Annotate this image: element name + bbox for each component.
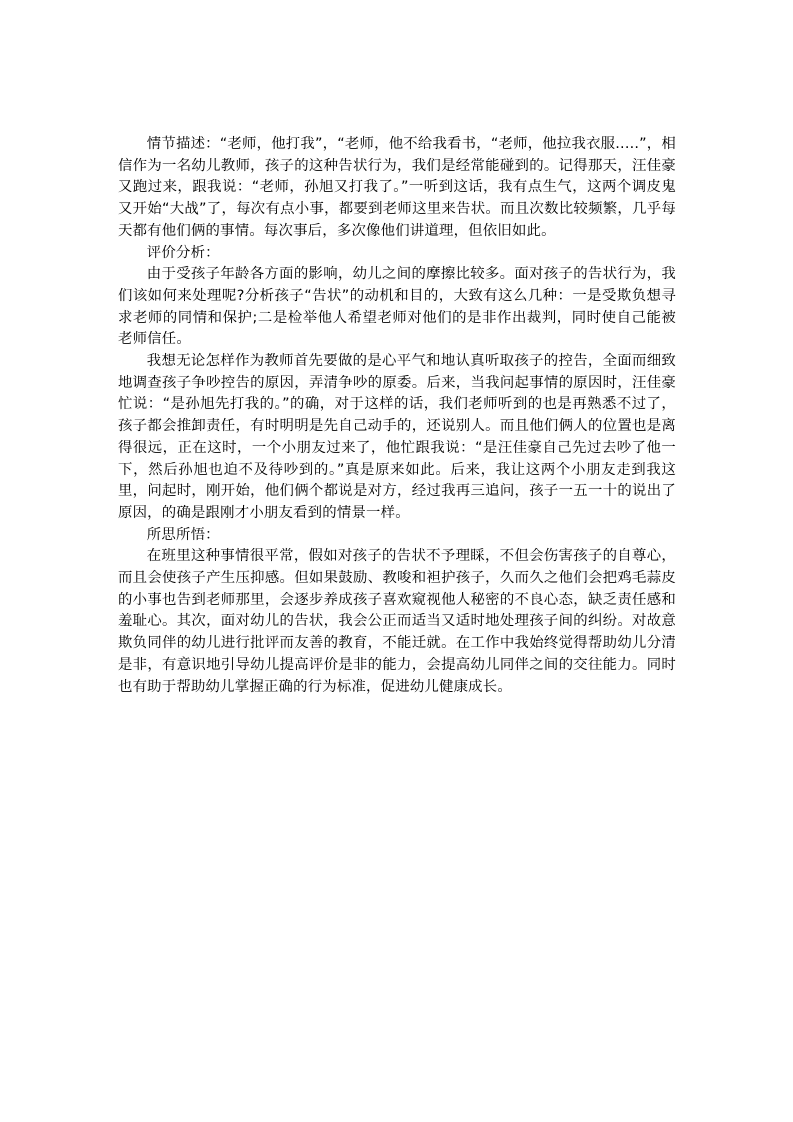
document-body: [118, 134, 676, 698]
paragraph-reflection: 在班里这种事情很平常，假如对孩子的告状不予理睬，不但会伤害孩子的自尊心，而且会使孩子产生压抑感。但如果鼓励、教唆和袒护孩子，久而久之他们会把鸡毛蒜皮的小事也告到老师那里，会逐步养成孩子喜欢窥视他人秘密的不良心态，缺乏责任感和羞耻心。其次，面对幼儿的告状，我会公正而适当又适时地处理孩子间的纠纷。对故意欺负同伴的幼儿进行批评而友善的教育，不能迁就。在工作中我始终觉得帮助幼儿分清是非，有意识地引导幼儿提高评价是非的能力，会提高幼儿同伴之间的交往能力。同时也有助于帮助幼儿掌握正确的行为标准，促进幼儿健康成长。: [118, 548, 676, 695]
paragraph-incident-description: 情节描述：“老师，他打我”，“老师，他不给我看书，“老师，他拉我衣服.....”，相信作为一名幼儿教师，孩子的这种告状行为，我们是经常能碰到的。记得那天，汪佳豪又跑过来，跟我说：“老师，孙旭又打我了。”一听到这话，我有点生气，这两个调皮鬼又开始“大战”了，每次有点小事，都要到老师这里来告状。而且次数比较频繁，几乎每天都有他们俩的事情。每次事后，多次像他们讲道理，但依旧如此。: [118, 136, 676, 239]
heading-reflection: 所思所悟：: [146, 526, 220, 543]
paragraph-teacher-response: 我想无论怎样作为教师首先要做的是心平气和地认真听取孩子的控告，全面而细致地调查孩子争吵控告的原因，弄清争吵的原委。后来，当我问起事情的原因时，汪佳豪忙说：“是孙旭先打我的。”的确，对于这样的话，我们老师听到的也是再熟悉不过了，孩子都会推卸责任，有时明明是先自己动手的，还说别人。而且他们俩人的位置也是离得很远，正在这时，一个小朋友过来了，他忙跟我说：“是汪佳豪自己先过去吵了他一下，然后孙旭也迫不及待吵到的。”真是原来如此。后来，我让这两个小朋友走到我这里，问起时，刚开始，他们俩个都说是对方，经过我再三追问，孩子一五一十的说出了原因，的确是跟刚才小朋友看到的情景一样。: [118, 353, 676, 521]
paragraph-analysis: 由于受孩子年龄各方面的影响，幼儿之间的摩擦比较多。面对孩子的告状行为，我们该如何来处理呢?分析孩子“告状”的动机和目的，大致有这么几种：一是受欺负想寻求老师的同情和保护;二是检举他人希望老师对他们的是非作出裁判，同时使自己能被老师信任。: [118, 266, 676, 348]
heading-evaluation-analysis: 评价分析：: [146, 244, 220, 261]
